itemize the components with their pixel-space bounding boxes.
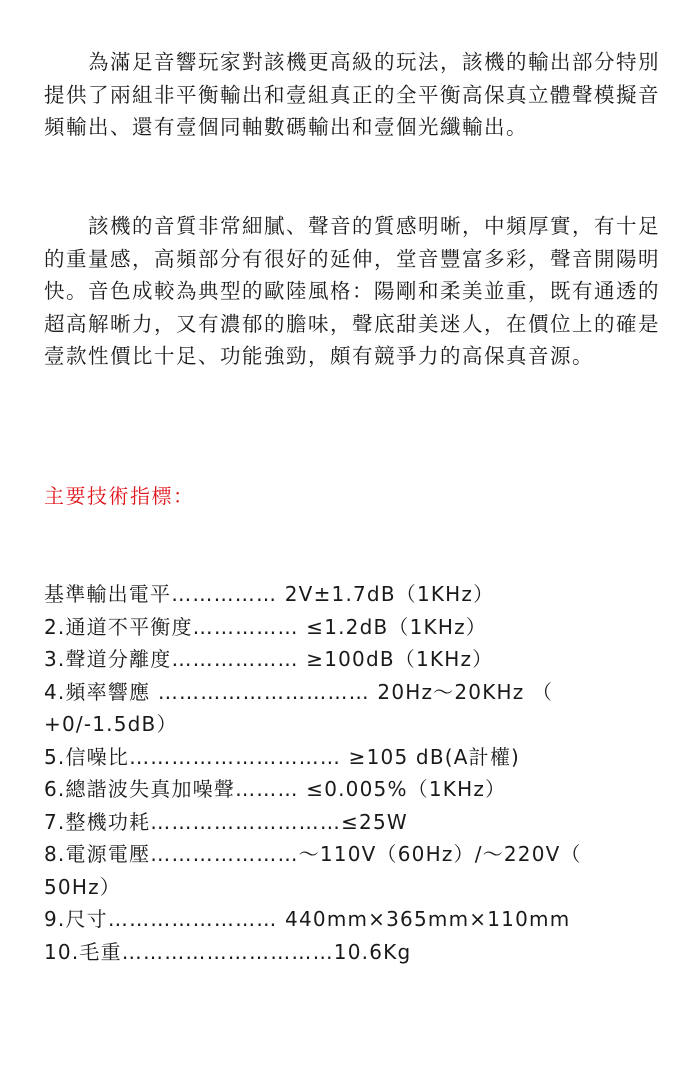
section-title-specs: 主要技術指標：: [44, 484, 195, 508]
spec-line-weight: 10.毛重…………………………10.6Kg: [44, 939, 412, 964]
spec-line-dimensions: 9.尺寸…………………… 440mm×365mm×110mm: [44, 907, 571, 931]
spec-line-power-consumption: 7.整機功耗………………………≤25W: [44, 809, 408, 834]
spec-line-power-voltage-cont: 50Hz）: [44, 874, 121, 899]
spec-line-channel-separation: 3.聲道分離度……………… ≥100dB（1KHz）: [44, 647, 494, 671]
spec-line-frequency-response-cont: +0/-1.5dB）: [44, 712, 178, 736]
paragraph-text: 為滿足音響玩家對該機更高級的玩法，該機的輸出部分特別提供了兩組非平衡輸出和壹組真正的全平衡高保真立體聲模擬音頻輸出、還有壹個同軸數碼輸出和壹個光纖輸出。: [44, 50, 660, 139]
spec-line-reference-output: 基準輸出電平…………… 2V±1.7dB（1KHz）: [44, 582, 495, 606]
paragraph-sound-quality: [44, 210, 660, 373]
spec-line-channel-imbalance: 2.通道不平衡度…………… ≤1.2dB（1KHz）: [44, 614, 487, 639]
spec-list: [44, 578, 664, 968]
paragraph-output-features: [44, 46, 660, 144]
spec-line-snr: 5.信噪比………………………… ≥105 dB(A計權): [44, 744, 521, 769]
spec-line-power-voltage: 8.電源電壓…………………～110V（60Hz）/～220V（: [44, 842, 582, 866]
spec-line-frequency-response: 4.頻率響應 ………………………… 20Hz～20KHz （: [44, 679, 554, 704]
paragraph-text: 該機的音質非常細膩、聲音的質感明晰，中頻厚實，有十足的重量感，高頻部分有很好的延伸，堂音豐富多彩，聲音開陽明快。音色成較為典型的歐陸風格：陽剛和柔美並重，既有通透的超高解晰力，又有濃郁的膽味，聲底甜美迷人，在價位上的確是壹款性價比十足、功能強勁，頗有競爭力的高保真音源。: [44, 214, 660, 368]
spec-line-thd-noise: 6.總諧波失真加噪聲……… ≤0.005%（1KHz）: [44, 777, 507, 801]
